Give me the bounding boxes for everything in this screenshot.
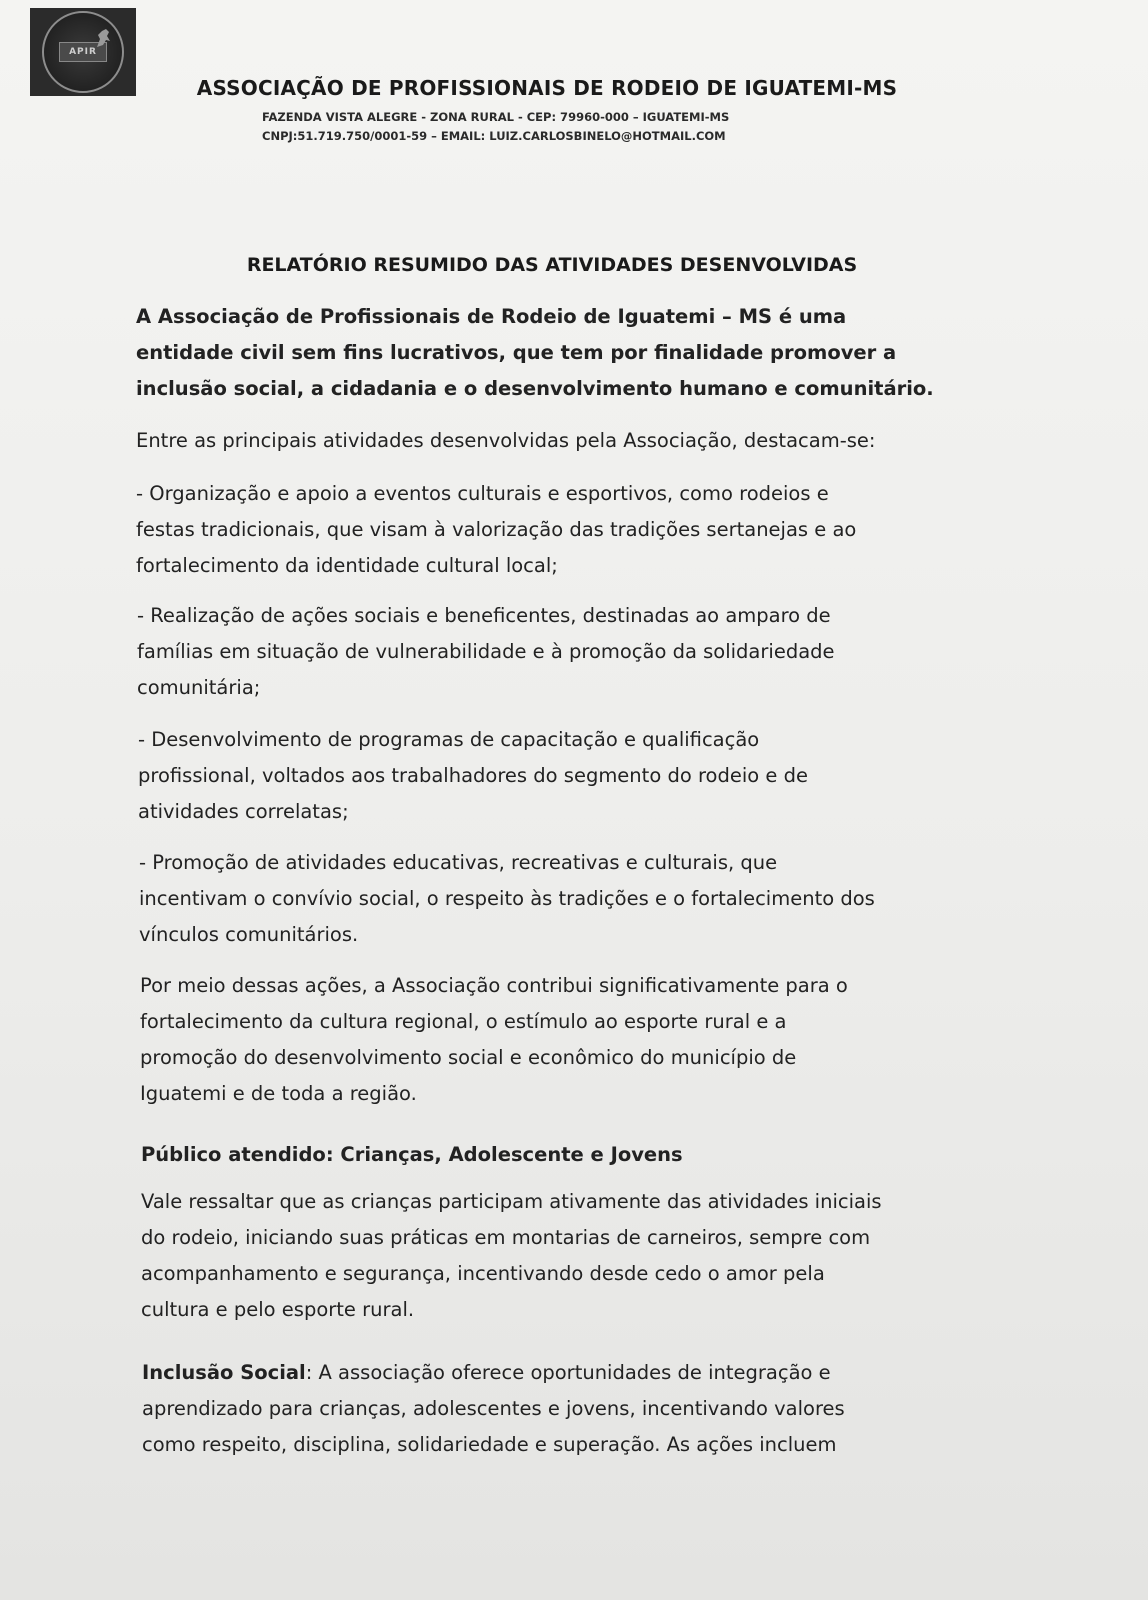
activities-lead	[136, 423, 986, 459]
activity-item-training	[138, 722, 988, 830]
conclusion-line: promoção do desenvolvimento social e econômico do município de	[140, 1046, 797, 1069]
association-contact: CNPJ:51.719.750/0001-59 – EMAIL: LUIZ.CARLOSBINELO@HOTMAIL.COM	[262, 129, 726, 143]
association-name: ASSOCIAÇÃO DE PROFISSIONAIS DE RODEIO DE IGUATEMI-MS	[196, 76, 898, 100]
logo-text: APIR	[69, 47, 97, 57]
inclusion-line: como respeito, disciplina, solidariedade e superação. As ações incluem	[142, 1433, 837, 1456]
activity-item-social-actions	[137, 598, 987, 706]
inclusion-first-rest: : A associação oferece oportunidades de integração e	[305, 1361, 831, 1384]
item-line: - Realização de ações sociais e beneficentes, destinadas ao amparo de	[137, 604, 831, 627]
item-line: comunitária;	[137, 676, 261, 699]
inclusion-line: aprendizado para crianças, adolescentes e jovens, incentivando valores	[142, 1397, 845, 1420]
rodeo-horse-icon	[94, 27, 112, 49]
item-line: incentivam o convívio social, o respeito às tradições e o fortalecimento dos	[139, 887, 875, 910]
association-address: FAZENDA VISTA ALEGRE - ZONA RURAL - CEP: 79960-000 – IGUATEMI-MS	[262, 110, 730, 124]
social-inclusion-paragraph	[142, 1355, 992, 1463]
item-line: vínculos comunitários.	[139, 923, 359, 946]
item-line: fortalecimento da identidade cultural local;	[136, 554, 558, 577]
item-line: profissional, voltados aos trabalhadores do segmento do rodeio e de	[138, 764, 808, 787]
activity-item-education	[139, 845, 989, 953]
item-line: famílias em situação de vulnerabilidade e à promoção da solidariedade	[137, 640, 835, 663]
target-audience-heading	[141, 1137, 991, 1173]
item-line: festas tradicionais, que visam à valorização das tradições sertanejas e ao	[136, 518, 857, 541]
item-line: - Organização e apoio a eventos culturais e esportivos, como rodeios e	[136, 482, 829, 505]
children-line: acompanhamento e segurança, incentivando desde cedo o amor pela	[141, 1262, 825, 1285]
item-line: atividades correlatas;	[138, 800, 349, 823]
intro-line: A Associação de Profissionais de Rodeio de Iguatemi – MS é uma	[136, 305, 847, 328]
children-line: cultura e pelo esporte rural.	[141, 1298, 415, 1321]
inclusion-first-line	[142, 1355, 992, 1391]
activity-item-events	[136, 476, 986, 584]
lead-line: Entre as principais atividades desenvolvidas pela Associação, destacam-se:	[136, 429, 876, 452]
children-line: Vale ressaltar que as crianças participam ativamente das atividades iniciais	[141, 1190, 882, 1213]
conclusion-line: fortalecimento da cultura regional, o estímulo ao esporte rural e a	[140, 1010, 787, 1033]
item-line: - Desenvolvimento de programas de capacitação e qualificação	[138, 728, 760, 751]
intro-line: inclusão social, a cidadania e o desenvolvimento humano e comunitário.	[136, 377, 934, 400]
intro-line: entidade civil sem fins lucrativos, que tem por finalidade promover a	[136, 341, 897, 364]
conclusion-paragraph	[140, 968, 990, 1112]
item-line: - Promoção de atividades educativas, recreativas e culturais, que	[139, 851, 778, 874]
conclusion-line: Por meio dessas ações, a Associação contribui significativamente para o	[140, 974, 848, 997]
conclusion-line: Iguatemi e de toda a região.	[140, 1082, 417, 1105]
inclusion-label: Inclusão Social	[142, 1361, 306, 1384]
children-line: do rodeio, iniciando suas práticas em montarias de carneiros, sempre com	[141, 1226, 871, 1249]
report-title: RELATÓRIO RESUMIDO DAS ATIVIDADES DESENVOLVIDAS	[246, 254, 858, 276]
children-paragraph	[141, 1184, 991, 1328]
intro-paragraph	[136, 299, 986, 407]
audience-line: Público atendido: Crianças, Adolescente e Jovens	[141, 1143, 683, 1166]
